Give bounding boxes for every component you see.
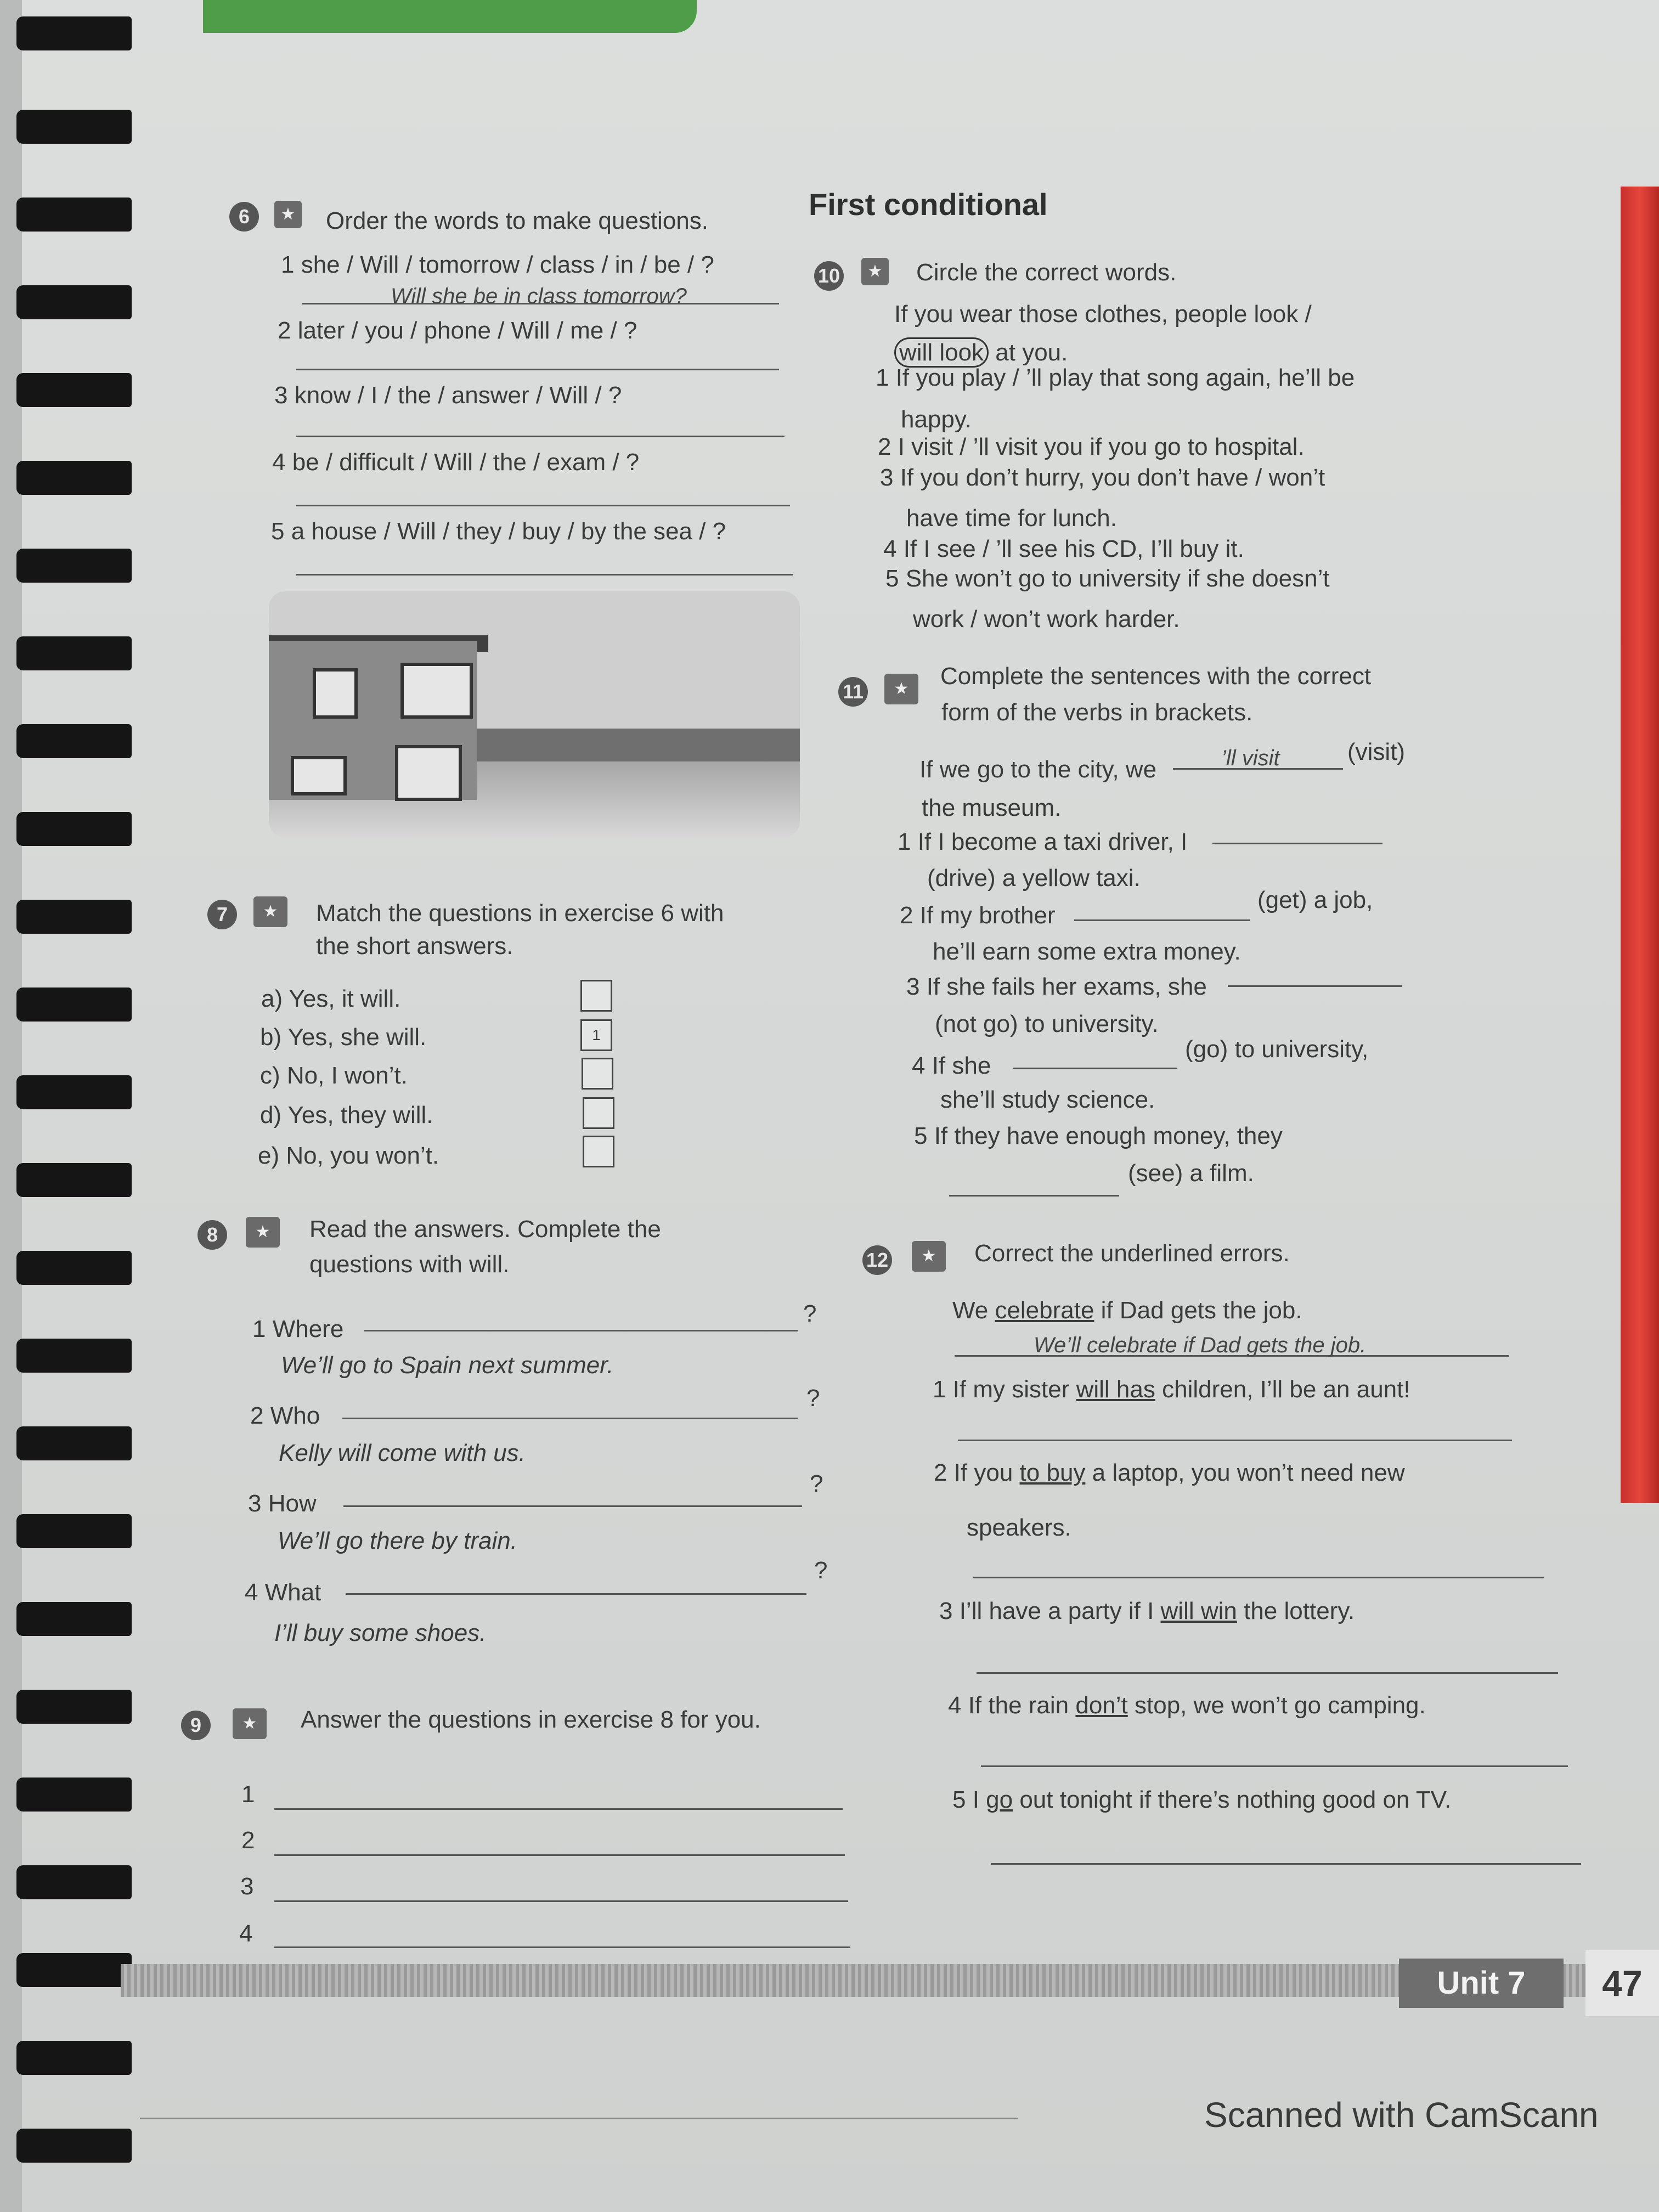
ex6-item-2: 2 later / you / phone / Will / me / ?: [278, 317, 637, 344]
answer-line[interactable]: [1074, 919, 1250, 921]
answer-line[interactable]: [342, 1418, 798, 1419]
ex10-example: If you wear those clothes, people look /: [894, 301, 1312, 328]
answer-line[interactable]: [958, 1440, 1512, 1441]
underlined-error: don’t: [1075, 1692, 1128, 1719]
ex11-item-4-verb: (go) to university,: [1185, 1036, 1369, 1063]
ex7-option-e: e) No, you won’t.: [258, 1142, 439, 1169]
ex11-item-4-cont: she’ll study science.: [940, 1086, 1155, 1113]
ex11-item-1-cont: (drive) a yellow taxi.: [927, 865, 1141, 891]
spiral-binding: [0, 0, 132, 2212]
answer-line[interactable]: [343, 1505, 802, 1507]
ex6-item-3: 3 know / I / the / answer / Will / ?: [274, 382, 622, 409]
answer-line[interactable]: [274, 1808, 843, 1810]
ex12-item-1: 1 If my sister will has children, I’ll be an aunt!: [933, 1376, 1410, 1403]
pencil: [1621, 187, 1659, 1503]
answer-line[interactable]: [977, 1672, 1558, 1674]
exercise-10-number: 10: [814, 261, 844, 291]
binding-ring: [16, 1163, 132, 1197]
binding-ring: [16, 1602, 132, 1636]
binding-ring: [16, 1251, 132, 1285]
ex10-example-line2: [894, 339, 1068, 366]
answer-line[interactable]: [346, 1593, 806, 1595]
answer-line[interactable]: [296, 505, 790, 506]
ex10-item-3[interactable]: 3 If you don’t hurry, you don’t have / won’t: [880, 464, 1325, 491]
binding-ring: [16, 988, 132, 1022]
exercise-8-instruction: questions with will.: [309, 1251, 510, 1278]
binding-ring: [16, 1690, 132, 1724]
ex6-item-5: 5 a house / Will / they / buy / by the sea / ?: [271, 518, 726, 545]
answer-line[interactable]: [981, 1765, 1568, 1767]
binding-ring: [16, 1514, 132, 1548]
exercise-7-number: 7: [207, 900, 237, 929]
ex8-question-4: 4 What: [245, 1579, 321, 1606]
ex11-example-end: the museum.: [922, 794, 1062, 821]
ex9-item-number: 3: [240, 1873, 254, 1900]
match-box[interactable]: [583, 1136, 614, 1167]
answer-line[interactable]: [973, 1577, 1544, 1578]
ex10-item-2[interactable]: 2 I visit / ’ll visit you if you go to hospital.: [878, 433, 1305, 460]
ex7-option-d: d) Yes, they will.: [260, 1102, 433, 1128]
ex9-item-number: 1: [241, 1781, 255, 1808]
question-mark: ?: [814, 1557, 828, 1584]
answer-line[interactable]: [296, 436, 785, 437]
answer-line[interactable]: [949, 1195, 1119, 1197]
binding-ring: [16, 16, 132, 50]
answer-line[interactable]: [991, 1863, 1581, 1865]
binding-ring: [16, 636, 132, 670]
scanner-watermark: Scanned with CamScann: [1204, 2095, 1599, 2135]
match-box[interactable]: [582, 1058, 613, 1090]
footer-line: [140, 2118, 1018, 2119]
exercise-12-instruction: Correct the underlined errors.: [974, 1240, 1290, 1267]
beach-hut-photo: [269, 591, 800, 837]
question-mark: ?: [806, 1385, 820, 1412]
answer-line[interactable]: [296, 369, 779, 370]
answer-line[interactable]: [1228, 985, 1402, 987]
binding-ring: [16, 1953, 132, 1987]
ex10-example-end: at you.: [995, 339, 1068, 366]
underlined-error: to buy: [1019, 1459, 1086, 1486]
underlined-error: will win: [1160, 1598, 1237, 1624]
ex11-item-2-verb: (get) a job,: [1257, 887, 1373, 913]
ex7-option-b: b) Yes, she will.: [260, 1024, 427, 1051]
ex12-item-3: 3 I’ll have a party if I will win the lottery.: [939, 1598, 1355, 1624]
star-icon: ★: [912, 1241, 946, 1272]
exercise-10-instruction: Circle the correct words.: [916, 259, 1177, 286]
question-mark: ?: [803, 1300, 817, 1327]
ex12-item-4: 4 If the rain don’t stop, we won’t go camping.: [948, 1692, 1426, 1719]
ex8-answer-3: We’ll go there by train.: [278, 1527, 517, 1554]
star-icon: ★: [861, 258, 889, 285]
binding-ring: [16, 1426, 132, 1460]
binding-ring: [16, 812, 132, 846]
star-icon: ★: [233, 1708, 267, 1739]
ex8-question-3: 3 How: [248, 1490, 317, 1517]
ex11-item-2-cont: he’ll earn some extra money.: [933, 938, 1241, 965]
ex9-item-number: 4: [239, 1920, 253, 1947]
match-box[interactable]: [583, 1097, 614, 1129]
ex7-option-a: a) Yes, it will.: [261, 985, 401, 1012]
ex10-item-5[interactable]: 5 She won’t go to university if she doesn’t: [885, 565, 1330, 592]
answer-line[interactable]: [1013, 1068, 1177, 1069]
binding-ring: [16, 198, 132, 232]
star-icon: ★: [274, 201, 302, 228]
ex8-answer-1: We’ll go to Spain next summer.: [281, 1352, 614, 1379]
binding-ring: [16, 1339, 132, 1373]
exercise-12-number: 12: [862, 1245, 892, 1275]
ex10-item-1-cont: happy.: [901, 406, 972, 433]
cover-edge: [203, 0, 697, 33]
ex6-item-1: 1 she / Will / tomorrow / class / in / be / ?: [281, 251, 714, 278]
ex11-example-verb: (visit): [1347, 738, 1406, 765]
exercise-8-instruction: Read the answers. Complete the: [309, 1216, 661, 1243]
ex12-item-5: 5 I go out tonight if there’s nothing good on TV.: [952, 1786, 1452, 1813]
question-mark: ?: [810, 1470, 823, 1497]
exercise-11-number: 11: [838, 677, 868, 707]
ex11-item-1: 1 If I become a taxi driver, I: [898, 828, 1188, 855]
star-icon: ★: [253, 896, 287, 927]
answer-line[interactable]: [364, 1330, 798, 1331]
exercise-7-instruction: Match the questions in exercise 6 with: [316, 900, 724, 927]
answer-line[interactable]: [1212, 843, 1383, 844]
match-box[interactable]: [580, 980, 612, 1012]
binding-ring: [16, 461, 132, 495]
ex10-item-1[interactable]: 1 If you play / ’ll play that song again, he’ll be: [876, 364, 1355, 391]
ex11-example: If we go to the city, we: [919, 756, 1157, 783]
exercise-6-instruction: Order the words to make questions.: [326, 207, 708, 234]
binding-ring: [16, 1075, 132, 1109]
binding-ring: [16, 2041, 132, 2075]
ex11-item-5: 5 If they have enough money, they: [914, 1122, 1283, 1149]
underlined-error: celebrate: [995, 1297, 1094, 1324]
ex6-answer-1[interactable]: Will she be in class tomorrow?: [391, 284, 687, 308]
ex12-item-2: 2 If you to buy a laptop, you won’t need new: [934, 1459, 1405, 1486]
circled-answer[interactable]: will look: [894, 337, 989, 368]
underlined-error: go: [986, 1786, 1013, 1813]
answer-line[interactable]: [274, 1900, 848, 1902]
star-icon: ★: [246, 1217, 280, 1248]
exercise-11-instruction: form of the verbs in brackets.: [941, 699, 1253, 726]
ex8-answer-4: I’ll buy some shoes.: [274, 1620, 487, 1646]
exercise-7-instruction: the short answers.: [316, 933, 514, 960]
ex8-answer-2: Kelly will come with us.: [279, 1440, 526, 1466]
underlined-error: will has: [1076, 1376, 1155, 1403]
ex8-question-1: 1 Where: [252, 1316, 344, 1342]
ex8-question-2: 2 Who: [250, 1402, 320, 1429]
binding-ring: [16, 900, 132, 934]
ex11-item-2: 2 If my brother: [900, 902, 1056, 929]
ex11-item-5-verb: (see) a film.: [1128, 1160, 1254, 1187]
exercise-9-number: 9: [181, 1711, 211, 1740]
unit-label: Unit 7: [1399, 1959, 1564, 2008]
ex12-example: We celebrate if Dad gets the job.: [952, 1297, 1302, 1324]
ex6-item-4: 4 be / difficult / Will / the / exam / ?: [272, 449, 640, 476]
binding-ring: [16, 549, 132, 583]
binding-ring: [16, 1865, 132, 1899]
binding-ring: [16, 373, 132, 407]
ex11-item-3: 3 If she fails her exams, she: [906, 973, 1207, 1000]
binding-ring: [16, 110, 132, 144]
section-title: First conditional: [809, 187, 1048, 222]
exercise-11-instruction: Complete the sentences with the correct: [940, 663, 1372, 690]
exercise-6-number: 6: [229, 202, 259, 232]
exercise-9-instruction: Answer the questions in exercise 8 for you.: [301, 1706, 761, 1733]
match-box[interactable]: 1: [580, 1019, 612, 1051]
answer-line[interactable]: [274, 1854, 845, 1856]
answer-line[interactable]: [296, 574, 793, 575]
ex12-example-answer[interactable]: We’ll celebrate if Dad gets the job.: [1034, 1333, 1367, 1357]
answer-line[interactable]: [274, 1946, 850, 1948]
ex10-item-3-cont: have time for lunch.: [906, 505, 1117, 532]
binding-ring: [16, 2129, 132, 2163]
ex12-item-2-cont: speakers.: [967, 1514, 1071, 1541]
binding-ring: [16, 285, 132, 319]
exercise-8-number: 8: [198, 1220, 227, 1250]
ex9-item-number: 2: [241, 1827, 255, 1854]
star-icon: ★: [884, 674, 918, 704]
ex11-example-answer[interactable]: ’ll visit: [1221, 746, 1280, 770]
ex7-option-c: c) No, I won’t.: [260, 1062, 408, 1089]
ex10-item-5-cont[interactable]: work / won’t work harder.: [913, 606, 1180, 633]
page-number: 47: [1585, 1950, 1659, 2016]
ex10-item-4[interactable]: 4 If I see / ’ll see his CD, I’ll buy it.: [883, 535, 1244, 562]
binding-ring: [16, 1778, 132, 1812]
ex11-item-3-cont: (not go) to university.: [935, 1011, 1159, 1037]
ex11-item-4: 4 If she: [912, 1052, 991, 1079]
binding-ring: [16, 724, 132, 758]
